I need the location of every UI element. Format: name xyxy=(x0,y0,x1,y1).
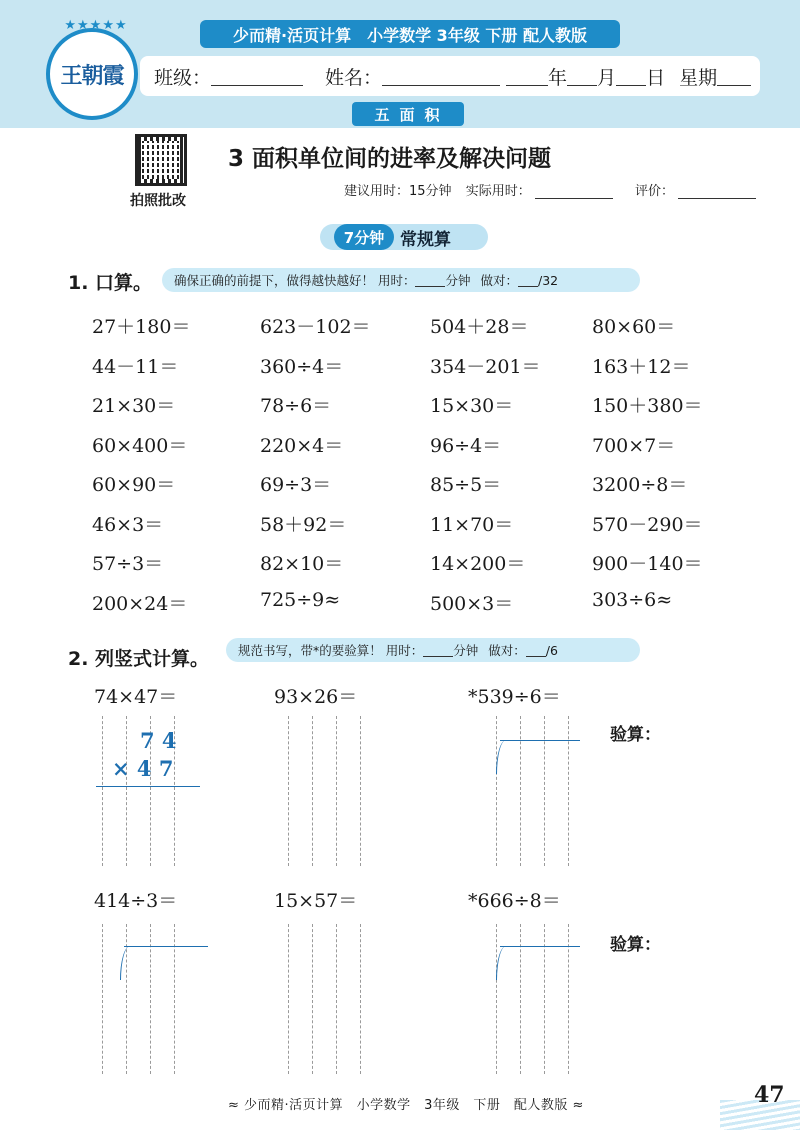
vertical-problem: 74×47＝ xyxy=(94,686,178,708)
oral-calc-item: 69÷3＝ xyxy=(260,474,332,496)
lesson-title: 3 面积单位间的进率及解决问题 xyxy=(228,146,552,172)
oral-calc-item: 900－140＝ xyxy=(592,553,703,575)
vertical-problem: 414÷3＝ xyxy=(94,890,178,912)
division-bracket xyxy=(120,946,131,980)
oral-calc-item: 14×200＝ xyxy=(430,553,526,575)
work-guide xyxy=(360,924,362,1074)
q1-tip-total: /32 xyxy=(538,272,559,288)
oral-calc-item: 3200÷8＝ xyxy=(592,474,688,496)
oral-calc-item: 82×10＝ xyxy=(260,553,344,575)
oral-calc-item: 200×24＝ xyxy=(92,592,188,615)
class-field[interactable] xyxy=(211,67,303,86)
name-label: 姓名： xyxy=(325,66,383,89)
example-bottom: × 4 7 xyxy=(112,756,174,781)
oral-calc-item: 15×30＝ xyxy=(430,395,514,417)
student-info-card xyxy=(140,56,760,96)
oral-calc-item: 725÷9≈ xyxy=(260,588,341,611)
year-field[interactable] xyxy=(506,67,548,86)
work-guide xyxy=(288,716,290,866)
q2-tip-total: /6 xyxy=(545,642,558,658)
division-bar xyxy=(500,740,580,741)
vertical-problem: *539÷6＝ xyxy=(468,686,561,708)
q2-time-field[interactable] xyxy=(423,644,453,657)
oral-calc-item: 21×30＝ xyxy=(92,395,176,417)
q1-tip xyxy=(162,268,640,292)
example-top: 7 4 xyxy=(140,728,177,753)
actual-time-label: 实际用时： xyxy=(465,184,531,199)
oral-calc-item: 78÷6＝ xyxy=(260,395,332,417)
publisher-logo xyxy=(46,18,138,120)
logo-text: 王朝霞 xyxy=(60,62,124,89)
month-field[interactable] xyxy=(567,67,597,86)
page-number: 47 xyxy=(754,1082,785,1108)
rating-field[interactable] xyxy=(678,186,756,199)
oral-calc-item: 60×400＝ xyxy=(92,434,188,457)
division-bar xyxy=(124,946,208,947)
oral-calc-item: 220×4＝ xyxy=(260,434,344,457)
oral-calc-item: 303÷6≈ xyxy=(592,588,673,611)
work-guide xyxy=(126,716,128,866)
qr-label: 拍照批改 xyxy=(130,193,186,209)
section-name: 常规算 xyxy=(400,229,451,250)
oral-calc-item: 11×70＝ xyxy=(430,513,514,536)
work-guide xyxy=(520,716,522,866)
work-guide xyxy=(544,716,546,866)
q1-title: 1. 口算。 xyxy=(68,272,153,294)
work-guide xyxy=(102,924,104,1074)
oral-calc-item: 500×3＝ xyxy=(430,592,514,615)
footer-series: ≈ 少而精·活页计算 小学数学 3年级 下册 配人教版 ≈ xyxy=(228,1098,584,1113)
work-guide xyxy=(312,716,314,866)
division-bar xyxy=(500,946,580,947)
example-rule xyxy=(96,786,200,787)
work-guide xyxy=(568,716,570,866)
work-guide xyxy=(360,716,362,866)
day-label: 日 xyxy=(646,66,666,89)
time-row xyxy=(344,180,756,199)
q2-correct-field[interactable] xyxy=(526,644,546,657)
q2-tip-text: 规范书写，带*的要验算！ 用时： xyxy=(238,643,424,658)
work-guide xyxy=(496,716,498,866)
oral-calc-item: 163＋12＝ xyxy=(592,355,691,378)
oral-calc-item: 623－102＝ xyxy=(260,316,371,338)
q1-tip-text: 确保正确的前提下，做得越快越好！ 用时： xyxy=(174,273,416,288)
actual-time-field[interactable] xyxy=(535,186,613,199)
q2-tip-correct: 做对： xyxy=(488,643,526,658)
verify-label: 验算： xyxy=(610,935,661,955)
series-title: 少而精·活页计算 小学数学 3年级 下册 配人教版 xyxy=(200,20,620,48)
work-guide xyxy=(312,924,314,1074)
q1-tip-correct: 做对： xyxy=(480,273,519,288)
verify-label: 验算： xyxy=(610,725,661,745)
month-label: 月 xyxy=(597,66,617,89)
vertical-problem: *666÷8＝ xyxy=(468,890,561,912)
q2-title: 2. 列竖式计算。 xyxy=(68,648,210,670)
oral-calc-item: 570－290＝ xyxy=(592,513,703,536)
week-label: 星期 xyxy=(679,66,718,89)
logo-stars: ★★★★★ xyxy=(64,18,128,33)
class-label: 班级： xyxy=(154,66,212,89)
year-label: 年 xyxy=(548,66,568,89)
oral-calc-item: 27＋180＝ xyxy=(92,316,191,338)
work-guide xyxy=(102,716,104,866)
work-guide xyxy=(496,924,498,1074)
oral-calc-item: 46×3＝ xyxy=(92,513,164,536)
rating-label: 评价： xyxy=(634,184,674,199)
oral-calc-item: 354－201＝ xyxy=(430,355,541,378)
oral-calc-item: 60×90＝ xyxy=(92,474,176,496)
work-guide xyxy=(336,924,338,1074)
oral-calc-item: 96÷4＝ xyxy=(430,434,502,457)
q2-tip-unit: 分钟 xyxy=(453,643,479,658)
q1-correct-field[interactable] xyxy=(518,274,538,287)
name-field[interactable] xyxy=(382,67,500,86)
q1-time-field[interactable] xyxy=(415,274,445,287)
oral-calc-item: 80×60＝ xyxy=(592,316,676,338)
oral-calc-item: 85÷5＝ xyxy=(430,474,502,496)
oral-calc-item: 44－11＝ xyxy=(92,355,179,378)
q1-tip-unit: 分钟 xyxy=(445,273,471,288)
chapter-tab: 五面积 xyxy=(352,102,464,126)
section-minutes: 7分钟 xyxy=(334,224,394,250)
oral-calc-item: 58＋92＝ xyxy=(260,513,347,536)
oral-calc-item: 57÷3＝ xyxy=(92,553,164,575)
day-field[interactable] xyxy=(616,67,646,86)
vertical-problem: 15×57＝ xyxy=(274,890,358,912)
work-guide xyxy=(288,924,290,1074)
oral-calc-item: 360÷4＝ xyxy=(260,355,344,378)
suggested-time: 建议用时：15分钟 xyxy=(344,184,452,199)
oral-calc-item: 150＋380＝ xyxy=(592,395,703,417)
qr-code-icon[interactable] xyxy=(135,134,187,186)
work-guide xyxy=(336,716,338,866)
q2-tip xyxy=(226,638,640,662)
week-field[interactable] xyxy=(717,67,751,86)
oral-calc-item: 700×7＝ xyxy=(592,434,676,457)
oral-calc-item: 504＋28＝ xyxy=(430,316,529,338)
vertical-problem: 93×26＝ xyxy=(274,686,358,708)
